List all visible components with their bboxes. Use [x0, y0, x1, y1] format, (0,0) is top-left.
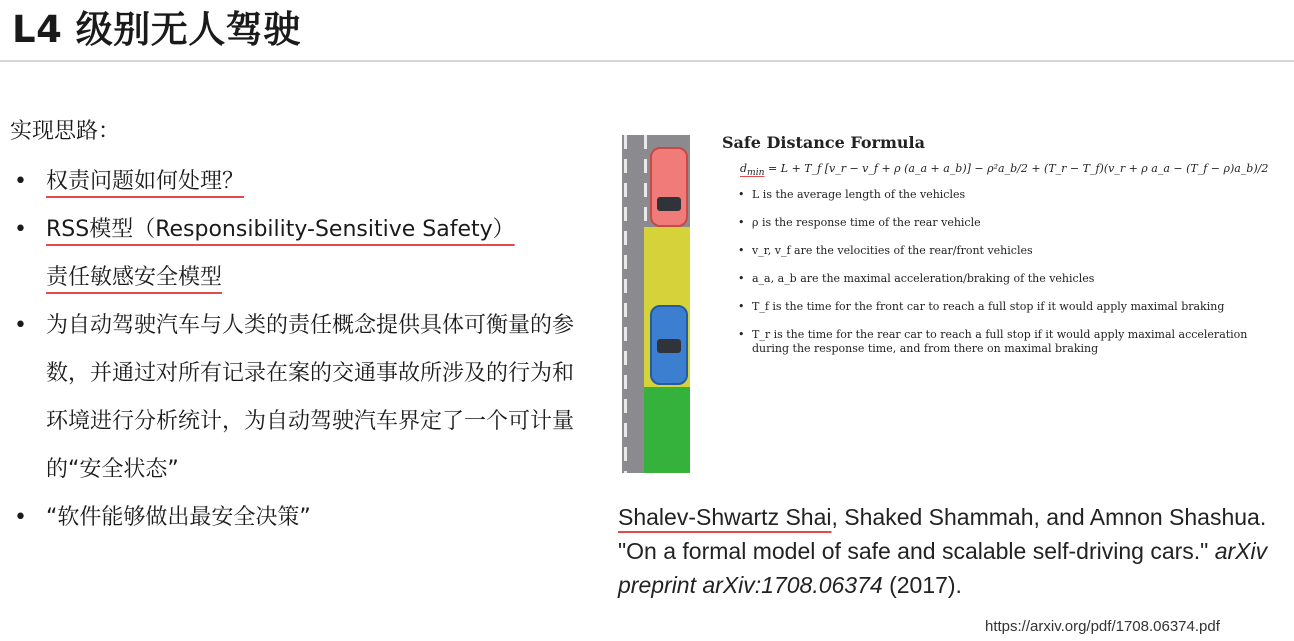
- bullet-item: [10, 158, 600, 206]
- bullet-item: [10, 206, 600, 302]
- rear-car-icon: [650, 305, 688, 385]
- slide-title: L4 级别无人驾驶: [12, 8, 301, 51]
- definition-item: • T_f is the time for the front car to reach a full stop if it would apply maximal braking: [736, 300, 1272, 314]
- citation-venue: arXiv preprint arXiv:1708.06374: [618, 538, 1268, 598]
- citation-author: Shalev-Shwartz Shai: [618, 504, 832, 530]
- bullet-text: 为自动驾驶汽车与人类的责任概念提供具体可衡量的参数，并通过对所有记录在案的交通事故所涉及的行为和环境进行分析统计，为自动驾驶汽车界定了一个可计量的“安全状态”: [46, 313, 575, 482]
- definition-item: • a_a, a_b are the maximal acceleration/braking of the vehicles: [736, 272, 1272, 286]
- bullet-dot: •: [14, 217, 27, 242]
- left-column: [10, 112, 600, 542]
- title-divider: [0, 60, 1294, 62]
- front-car-icon: [650, 147, 688, 227]
- windshield: [657, 197, 681, 211]
- definition-item: • L is the average length of the vehicles: [736, 188, 1272, 202]
- bullet-text-cn: 责任敏感安全模型: [46, 265, 223, 290]
- intro-label: 实现思路：: [10, 119, 121, 144]
- bullet-dot: •: [14, 313, 27, 338]
- formula-title: Safe Distance Formula: [722, 133, 925, 152]
- formula-rhs: = L + T_f [v_r − v_f + ρ (a_a + a_b)] − ρ²a_b/2 + (T_r − T_f)(v_r + ρ a_a − (T_f − ρ)a_b)/2: [764, 162, 1269, 175]
- windshield: [657, 339, 681, 353]
- lane-line: [624, 135, 627, 473]
- green-zone: [644, 387, 690, 473]
- definition-item: • v_r, v_f are the velocities of the rear/front vehicles: [736, 244, 1272, 258]
- formula-lhs: $d_{min}$: [740, 162, 765, 179]
- bullet-text: 权责问题如何处理？: [46, 169, 245, 194]
- bullet-text: “软件能够做出最安全决策”: [46, 505, 311, 530]
- bullet-item: [10, 494, 600, 542]
- bullet-list: [10, 158, 600, 542]
- road-illustration: [622, 135, 690, 473]
- bullet-dot: •: [14, 169, 27, 194]
- bullet-dot: •: [14, 505, 27, 530]
- citation-year: (2017).: [882, 572, 962, 598]
- definition-item: • ρ is the response time of the rear vehicle: [736, 216, 1272, 230]
- definition-item: • T_r is the time for the rear car to reach a full stop if it would apply maximal acceleration during the response time, and from there on maximal braking: [736, 328, 1272, 356]
- safe-distance-figure: [622, 131, 1272, 476]
- formula-panel: [722, 133, 1272, 370]
- source-url[interactable]: https://arxiv.org/pdf/1708.06374.pdf: [985, 618, 1220, 635]
- citation-body: , Shaked Shammah, and Amnon Shashua. "On a formal model of safe and scalable self-driving cars.": [618, 504, 1267, 564]
- bullet-text: RSS模型（Responsibility-Sensitive Safety）: [46, 217, 515, 242]
- citation: [618, 500, 1278, 602]
- formula-equation: [740, 162, 1272, 178]
- bullet-item: [10, 302, 586, 494]
- formula-definitions: [722, 188, 1272, 356]
